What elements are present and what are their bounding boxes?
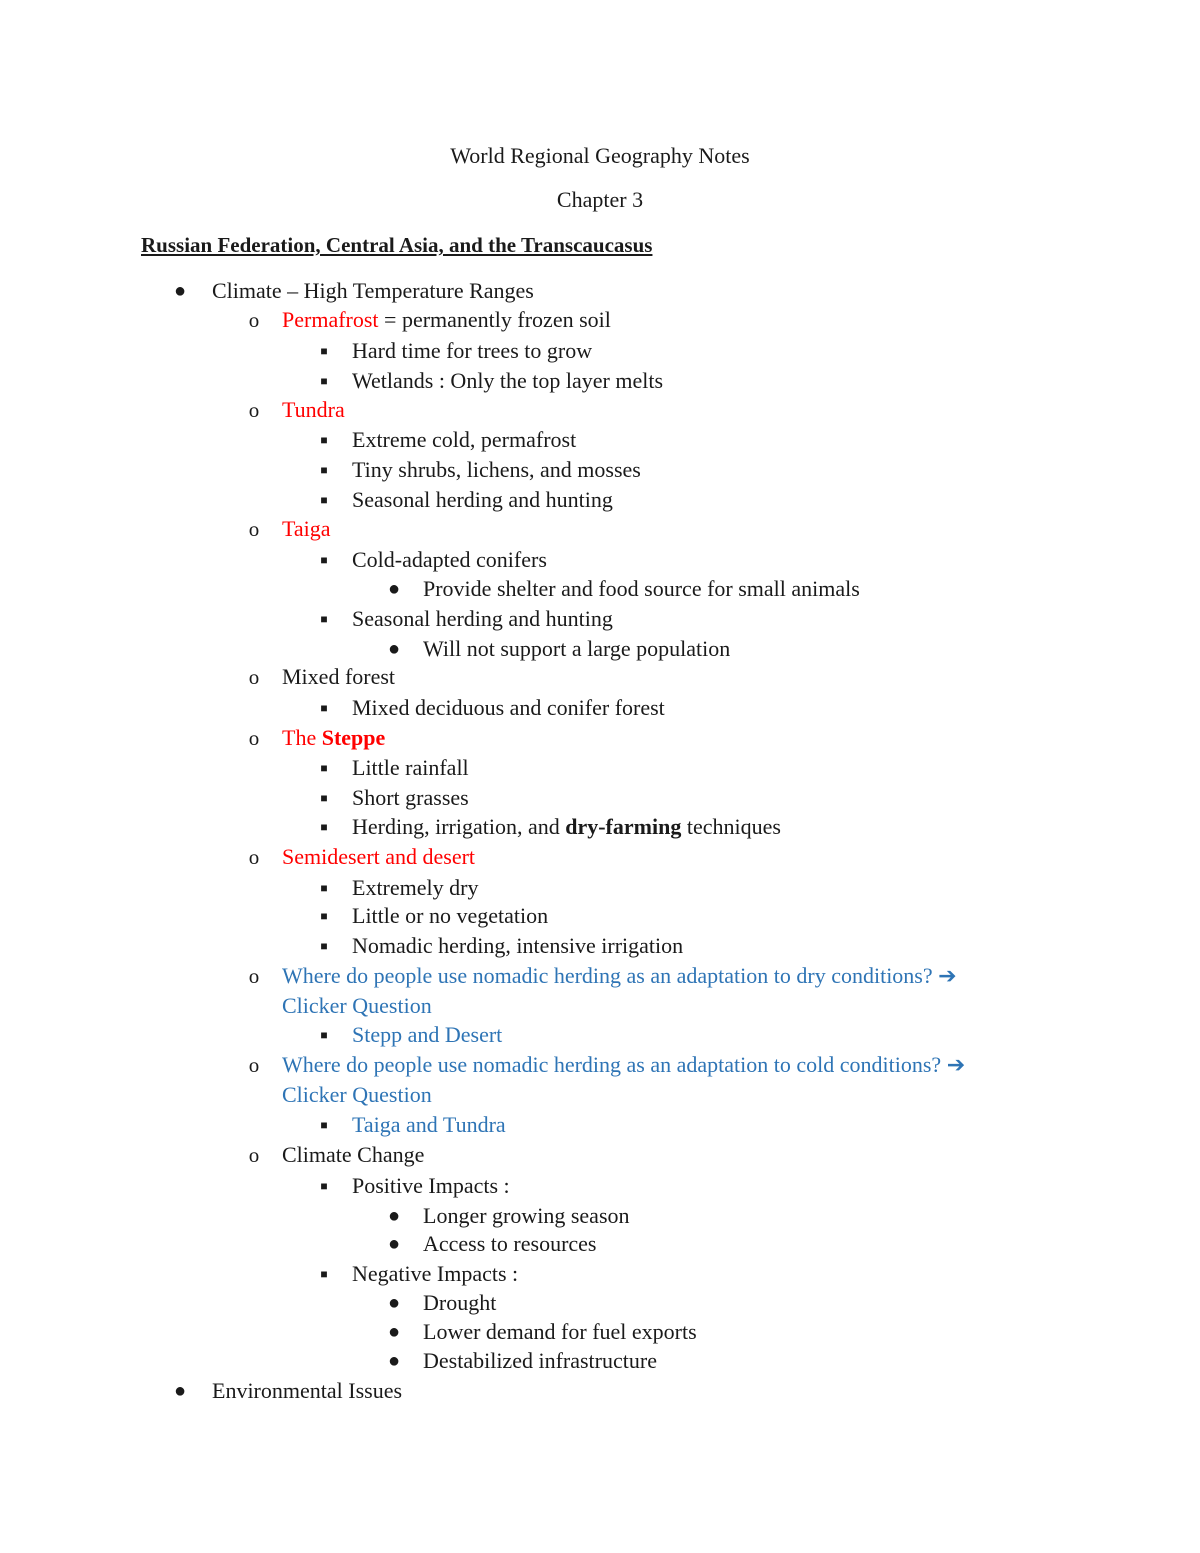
list-item: Tiny shrubs, lichens, and mosses <box>352 457 641 482</box>
square-bullet: ■ <box>320 344 328 358</box>
clicker-question-label: Clicker Question <box>282 1082 432 1107</box>
clicker-answer: Taiga and Tundra <box>352 1112 506 1137</box>
list-item: Destabilized infrastructure <box>423 1348 657 1373</box>
list-item <box>352 814 781 840</box>
circle-bullet: o <box>248 517 260 541</box>
arrow-right-icon: ➔ <box>946 1052 966 1077</box>
document-title: World Regional Geography Notes <box>450 143 750 168</box>
text-run: Herding, irrigation, and <box>352 814 566 839</box>
negative-impacts-label: Negative Impacts : <box>352 1261 519 1286</box>
list-item: Seasonal herding and hunting <box>352 606 613 631</box>
steppe-term: Steppe <box>321 725 386 750</box>
square-bullet: ■ <box>320 1118 328 1132</box>
circle-bullet: o <box>248 964 260 988</box>
list-item: Drought <box>423 1290 497 1315</box>
climate-heading: Climate – High Temperature Ranges <box>212 278 534 303</box>
steppe-line <box>282 725 385 751</box>
circle-bullet: o <box>248 726 260 750</box>
list-item: Longer growing season <box>423 1203 630 1228</box>
square-bullet: ■ <box>320 701 328 715</box>
square-bullet: ■ <box>320 820 328 834</box>
square-bullet: ■ <box>320 374 328 388</box>
disc-bullet: ● <box>387 1321 401 1343</box>
disc-bullet: ● <box>387 1350 401 1372</box>
list-item: Lower demand for fuel exports <box>423 1319 697 1344</box>
section-heading: Russian Federation, Central Asia, and the Transcaucasus <box>141 233 653 257</box>
mixed-forest-term: Mixed forest <box>282 664 396 689</box>
disc-bullet: ● <box>173 1380 187 1402</box>
disc-bullet: ● <box>173 280 187 302</box>
list-item: Cold-adapted conifers <box>352 547 547 572</box>
climate-change-term: Climate Change <box>282 1142 425 1167</box>
square-bullet: ■ <box>320 1179 328 1193</box>
list-item: Mixed deciduous and conifer forest <box>352 695 665 720</box>
environmental-issues-heading: Environmental Issues <box>212 1378 403 1403</box>
tundra-term: Tundra <box>282 397 345 422</box>
list-item: Short grasses <box>352 785 469 810</box>
text-run: techniques <box>681 814 781 839</box>
clicker-answer: Stepp and Desert <box>352 1022 503 1047</box>
square-bullet: ■ <box>320 433 328 447</box>
list-item: Little rainfall <box>352 755 469 780</box>
square-bullet: ■ <box>320 909 328 923</box>
list-item: Nomadic herding, intensive irrigation <box>352 933 684 958</box>
question-text: Where do people use nomadic herding as an adaptation to dry conditions? <box>282 963 939 988</box>
permafrost-definition: = permanently frozen soil <box>378 307 611 332</box>
disc-bullet: ● <box>387 638 401 660</box>
square-bullet: ■ <box>320 493 328 507</box>
semidesert-term: Semidesert and desert <box>282 844 476 869</box>
steppe-prefix: The <box>282 725 322 750</box>
disc-bullet: ● <box>387 1205 401 1227</box>
list-item: Will not support a large population <box>423 636 731 661</box>
square-bullet: ■ <box>320 939 328 953</box>
list-item: Wetlands : Only the top layer melts <box>352 368 664 393</box>
permafrost-term: Permafrost <box>282 307 379 332</box>
clicker-question-cold <box>282 1052 965 1078</box>
disc-bullet: ● <box>387 1233 401 1255</box>
chapter-label: Chapter 3 <box>556 187 644 212</box>
disc-bullet: ● <box>387 578 401 600</box>
list-item: Extreme cold, permafrost <box>352 427 577 452</box>
permafrost-line <box>282 307 611 333</box>
square-bullet: ■ <box>320 761 328 775</box>
list-item: Access to resources <box>423 1231 597 1256</box>
arrow-right-icon: ➔ <box>938 963 957 988</box>
square-bullet: ■ <box>320 881 328 895</box>
square-bullet: ■ <box>320 1028 328 1042</box>
disc-bullet: ● <box>387 1292 401 1314</box>
positive-impacts-label: Positive Impacts : <box>352 1173 510 1198</box>
circle-bullet: o <box>248 665 260 689</box>
square-bullet: ■ <box>320 1267 328 1281</box>
circle-bullet: o <box>248 1143 260 1167</box>
clicker-question-label: Clicker Question <box>282 993 432 1018</box>
list-item: Little or no vegetation <box>352 903 549 928</box>
square-bullet: ■ <box>320 791 328 805</box>
list-item: Provide shelter and food source for small animals <box>423 576 860 601</box>
clicker-question-dry <box>282 963 957 989</box>
dry-farming-term: dry-farming <box>565 814 682 839</box>
circle-bullet: o <box>248 1053 260 1077</box>
circle-bullet: o <box>248 845 260 869</box>
taiga-term: Taiga <box>282 516 331 541</box>
list-item: Hard time for trees to grow <box>352 338 593 363</box>
list-item: Seasonal herding and hunting <box>352 487 613 512</box>
square-bullet: ■ <box>320 553 328 567</box>
square-bullet: ■ <box>320 612 328 626</box>
circle-bullet: o <box>248 398 260 422</box>
circle-bullet: o <box>248 308 260 332</box>
square-bullet: ■ <box>320 463 328 477</box>
question-text: Where do people use nomadic herding as an adaptation to cold conditions? <box>282 1052 947 1077</box>
list-item: Extremely dry <box>352 875 479 900</box>
